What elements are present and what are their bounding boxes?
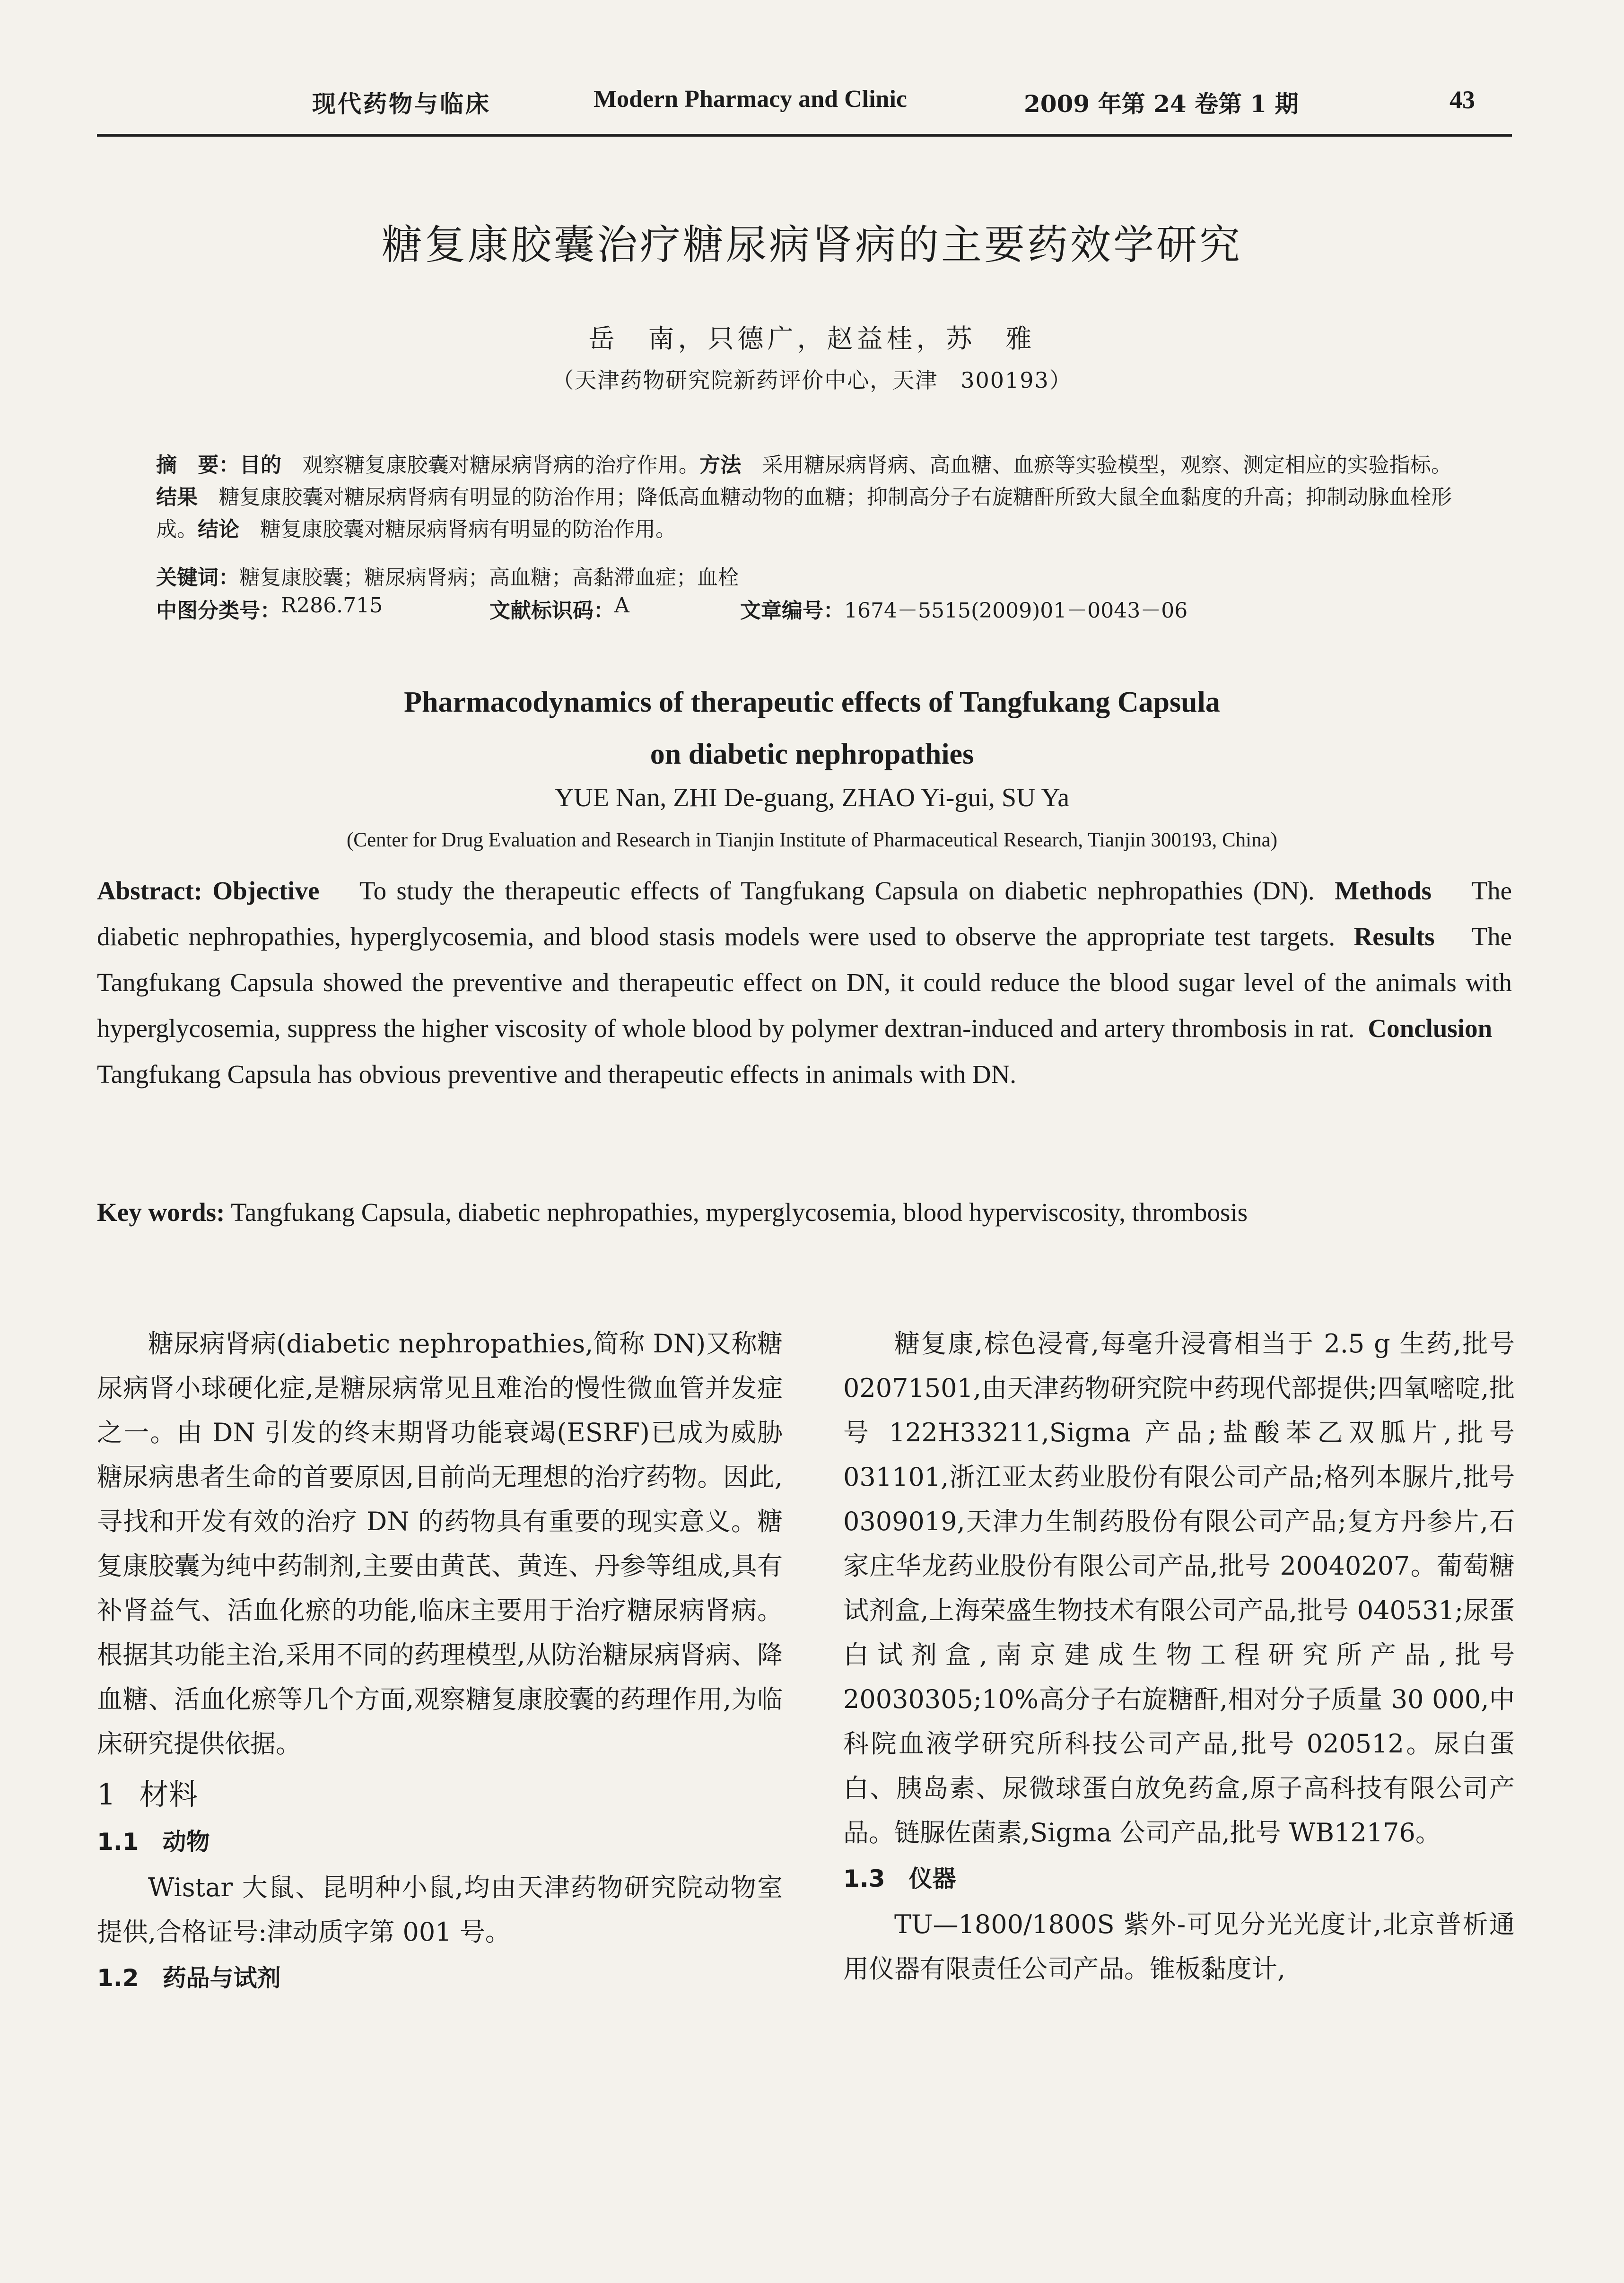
- results-text-en: The Tangfukang Capsula showed the preventive and therapeutic effect on DN, it could reduce the blood sugar level of the animals with hyperglycosemia, suppress the higher viscosity of whole blood by polymer dextran-induced and artery thrombosis in rat.: [97, 922, 1512, 1043]
- objective-label-en: Objective: [212, 876, 320, 905]
- objective-label-cn: 目的: [239, 453, 282, 477]
- results-text-cn: 糖复康胶囊对糖尿病肾病有明显的防治作用；降低高血糖动物的血糖；抑制高分子右旋糖酐所致大鼠全血黏度的升高；抑制动脉血栓形成。: [156, 485, 1452, 541]
- results-label-cn: 结果: [156, 485, 198, 509]
- article-title-en-line1: Pharmacodynamics of therapeutic effects of Tangfukang Capsula: [404, 686, 1220, 718]
- keywords-label-en: Key words:: [97, 1198, 225, 1227]
- conclusion-label-cn: 结论: [198, 517, 239, 541]
- page-number: 43: [1449, 86, 1475, 114]
- keywords-text-en: Tangfukang Capsula, diabetic nephropathies, myperglycosemia, blood hyperviscosity, thrombosis: [231, 1198, 1248, 1227]
- doc-code-label: 文献标识码：: [489, 599, 614, 623]
- keywords-text-cn: 糖复康胶囊；糖尿病肾病；高血糖；高黏滞血症；血栓: [239, 566, 739, 590]
- objective-text-en: To study the therapeutic effects of Tangfukang Capsula on diabetic nephropathies (DN).: [359, 876, 1315, 905]
- journal-name-cn: 现代药物与临床: [312, 90, 491, 118]
- animals-paragraph: Wistar 大鼠、昆明种小鼠,均由天津药物研究院动物室提供,合格证号:津动质字第 001 号。: [97, 1873, 783, 1947]
- methods-label-en: Methods: [1335, 876, 1432, 905]
- subsection-heading-animals: [97, 1818, 783, 1865]
- keywords-en: [97, 1189, 1512, 1236]
- article-number-value: 1674－5515(2009)01－0043－06: [844, 599, 1188, 623]
- article-number-label: 文章编号：: [740, 599, 844, 623]
- classification-line: [156, 593, 1528, 622]
- keywords-label-cn: 关键词：: [156, 566, 239, 590]
- subsection-title: 仪器: [908, 1865, 956, 1892]
- subsection-title: 药品与试剂: [162, 1964, 281, 1992]
- conclusion-text-en: Tangfukang Capsula has obvious preventive and therapeutic effects in animals with DN.: [97, 1060, 1017, 1089]
- affiliation-en: (Center for Drug Evaluation and Research in Tianjin Institute of Pharmaceutical Research, Tianjin 300193, China): [346, 829, 1278, 851]
- article-title-en-line2: on diabetic nephropathies: [650, 738, 974, 770]
- keywords-cn: [156, 560, 1452, 591]
- objective-text-cn: 观察糖复康胶囊对糖尿病肾病的治疗作用。: [302, 453, 700, 477]
- intro-paragraph: 糖尿病肾病(diabetic nephropathies,简称 DN)又称糖尿病肾小球硬化症,是糖尿病常见且难治的慢性微血管并发症之一。由 DN 引发的终末期肾功能衰竭(ESRF)已成为威胁糖尿病患者生命的首要原因,目前尚无理想的治疗药物。因此,寻找和开发有效的治疗 DN 的药物具有重要的现实意义。糖复康胶囊为纯中药制剂,主要由黄芪、黄连、丹参等组成,具有补肾益气、活血化瘀的功能,临床主要用于治疗糖尿病肾病。根据其功能主治,采用不同的药理模型,从防治糖尿病肾病、降血糖、活血化瘀等几个方面,观察糖复康胶囊的药理作用,为临床研究提供依据。: [97, 1329, 783, 1759]
- drugs-paragraph: 糖复康,棕色浸膏,每毫升浸膏相当于 2.5 g 生药,批号 02071501,由天津药物研究院中药现代部提供;四氧嘧啶,批号 122H33211,Sigma 产品;盐酸苯乙双胍片,批号 031101,浙江亚太药业股份有限公司产品;格列本脲片,批号 0309019,天津力生制药股份有限公司产品;复方丹参片,石家庄华龙药业股份有限公司产品,批号 20040207。葡萄糖试剂盒,上海荣盛生物技术有限公司产品,批号 040531;尿蛋白试剂盒,南京建成生物工程研究所产品,批号 20030305;10%高分子右旋糖酐,相对分子质量 30 000,中科院血液学研究所科技公司产品,批号 020512。尿白蛋白、胰岛素、尿微球蛋白放免药盒,原子高科技有限公司产品。链脲佐菌素,Sigma 公司产品,批号 WB12176。: [843, 1329, 1515, 1847]
- article-title-en: [0, 676, 1624, 780]
- subsection-title: 动物: [162, 1828, 210, 1856]
- clc-label: 中图分类号：: [156, 599, 281, 623]
- subsection-number: 1.1: [97, 1828, 139, 1856]
- subsection-heading-instruments: [843, 1855, 1515, 1902]
- authors-en: YUE Nan, ZHI De-guang, ZHAO Yi-gui, SU Ya: [554, 783, 1070, 812]
- methods-text-en: The diabetic nephropathies, hyperglycosemia, and blood stasis models were used to observe the appropriate test targets.: [97, 876, 1512, 951]
- section-heading-materials: [97, 1771, 783, 1818]
- abstract-en: [97, 868, 1512, 1097]
- abstract-label-cn: 摘 要：: [156, 453, 240, 477]
- methods-text-cn: 采用糖尿病肾病、高血糖、血瘀等实验模型，观察、测定相应的实验指标。: [762, 453, 1452, 477]
- abstract-cn: [156, 449, 1452, 546]
- instruments-paragraph: TU—1800/1800S 紫外-可见分光光度计,北京普析通用仪器有限责任公司产品。锥板黏度计,: [843, 1909, 1515, 1984]
- conclusion-label-en: Conclusion: [1368, 1014, 1493, 1043]
- section-title: 材料: [139, 1777, 198, 1812]
- header-rule: [97, 134, 1512, 137]
- authors-cn: 岳 南，只德广，赵益桂，苏 雅: [588, 323, 1036, 354]
- issue-info: 2009 年第 24 卷第 1 期: [1024, 90, 1299, 118]
- section-number: 1: [97, 1777, 116, 1812]
- conclusion-text-cn: 糖复康胶囊对糖尿病肾病有明显的防治作用。: [260, 517, 676, 541]
- methods-label-cn: 方法: [699, 453, 742, 477]
- clc-value: R286.715: [281, 593, 383, 618]
- running-header: [97, 85, 1516, 123]
- doc-code-value: A: [614, 593, 629, 618]
- subsection-heading-drugs: [97, 1954, 783, 2002]
- abstract-label-en: Abstract:: [97, 876, 202, 905]
- body-column-right: [843, 1322, 1515, 1991]
- journal-name-en: Modern Pharmacy and Clinic: [594, 86, 907, 113]
- affiliation-cn: （天津药物研究院新药评价中心，天津 300193）: [552, 367, 1072, 393]
- article-title-cn: 糖复康胶囊治疗糖尿病肾病的主要药效学研究: [382, 221, 1242, 269]
- subsection-number: 1.2: [97, 1964, 139, 1992]
- results-label-en: Results: [1353, 922, 1435, 951]
- body-column-left: [97, 1322, 783, 2002]
- subsection-number: 1.3: [843, 1865, 885, 1892]
